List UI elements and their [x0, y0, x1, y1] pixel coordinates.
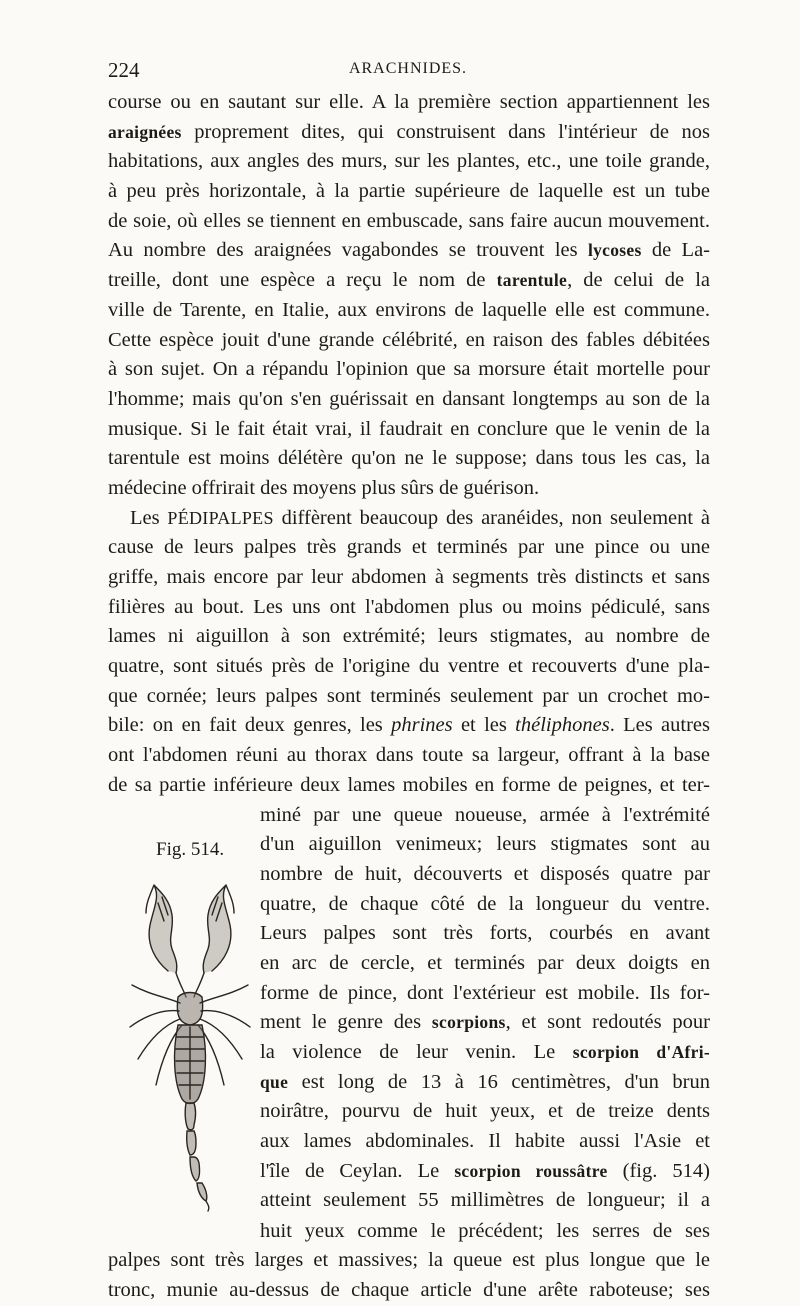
text-line: de sa partie inférieure deux lames mobiles en forme de peignes, et ter-	[108, 773, 710, 796]
term-tarentule: tarentule	[496, 270, 568, 291]
paragraph-1	[108, 88, 710, 504]
text-line: griffe, mais encore par leur abdomen à segments très distincts et sans	[108, 566, 710, 588]
text-line: Leurs palpes sont très forts, courbés en avant	[260, 922, 710, 945]
text-line: de soie, où elles se tiennent en embuscade, sans faire aucun mouvement.	[108, 209, 710, 232]
text-line: d'un aiguillon venimeux; leurs stigmates sont au	[260, 833, 710, 856]
text-line: filières au bout. Les uns ont l'abdomen plus ou moins pédiculé, sans	[108, 595, 710, 618]
text-line: médecine offrirait des moyens plus sûrs de guérison.	[108, 476, 540, 499]
text-line: bile: on en fait deux genres, les phrines et les théliphones. Les autres	[108, 714, 710, 737]
text-line: miné par une queue noueuse, armée à l'extrémité	[260, 803, 710, 826]
figure-label: Fig. 514.	[156, 838, 225, 860]
text-line: à peu près horizontale, à la partie supérieure de laquelle est un tube	[108, 180, 710, 203]
term-scorpion-afrique-end: que	[260, 1071, 289, 1092]
term-scorpion-roussatre: scorpion roussâtre	[454, 1160, 608, 1181]
text-line: ont l'abdomen réuni au thorax dans toute sa largeur, offrant à la base	[108, 744, 710, 767]
term-scorpions: scorpions	[431, 1012, 506, 1033]
text-line: treille, dont une espèce a reçu le nom de tarentule, de celui de la	[108, 269, 710, 292]
term-theliphones: théliphones	[515, 714, 610, 737]
text-line: ville de Tarente, en Italie, aux environs de laquelle elle est commune.	[108, 298, 710, 321]
wrapped-text	[260, 801, 710, 1217]
text-line: tronc, munie au-dessus de chaque article d'une arête raboteuse; ses	[108, 1278, 710, 1301]
page-number: 224	[108, 58, 140, 82]
term-araignees: araignées	[108, 121, 182, 142]
text-line: quatre, sont situés près de l'origine du ventre et recouverts d'une pla-	[108, 655, 710, 678]
text-line: aux lames abdominales. Il habite aussi l'Asie et	[260, 1130, 710, 1153]
text-line: que cornée; leurs palpes sont terminés seulement par un crochet mo-	[108, 684, 710, 707]
text-line: lames ni aiguillon à son extrémité; leurs stigmates, au nombre de	[108, 625, 710, 648]
term-pedipalpes: PÉDIPALPES	[167, 507, 274, 528]
text-line: l'homme; mais qu'on s'en guérissait en dansant longtemps au son de la	[108, 387, 710, 410]
text-line: noirâtre, pourvu de huit yeux, et de treize dents	[260, 1100, 710, 1123]
text-line: huit yeux comme le précédent; les serres de ses	[260, 1219, 710, 1242]
text-line: palpes sont très larges et massives; la queue est plus longue que le	[108, 1249, 710, 1272]
text-line: atteint seulement 55 millimètres de longueur; il a	[260, 1189, 710, 1212]
term-scorpion-afrique: scorpion d'Afri-	[572, 1042, 710, 1062]
figure-wrap	[108, 801, 710, 1217]
text-line: que est long de 13 à 16 centimètres, d'un brun	[260, 1070, 710, 1093]
term-lycoses: lycoses	[587, 240, 642, 261]
text-line: Les PÉDIPALPES diffèrent beaucoup des aranéides, non seulement à	[130, 506, 710, 529]
text-line: forme de pince, dont l'extérieur est mobile. Ils for-	[260, 981, 710, 1004]
text-line: à son sujet. On a répandu l'opinion que sa morsure était mortelle pour	[108, 358, 710, 381]
running-head: ARACHNIDES.	[348, 60, 468, 77]
term-phrines: phrines	[391, 714, 453, 737]
text-line: tarentule est moins délétère qu'on ne le suppose; dans tous les cas, la	[108, 447, 710, 470]
text-line: en arc de cercle, et terminés par deux doigts en	[260, 951, 710, 974]
paragraph-2	[108, 504, 710, 1306]
body-text	[108, 88, 710, 1306]
text-line: nombre de huit, découverts et disposés quatre par	[260, 862, 710, 885]
text-line: cause de leurs palpes très grands et terminés par une pince ou une	[108, 536, 710, 559]
scorpion-illustration	[116, 863, 264, 1213]
page-header	[108, 58, 708, 84]
text-line: l'île de Ceylan. Le scorpion roussâtre (fig. 514)	[260, 1159, 710, 1182]
text-line: Au nombre des araignées vagabondes se trouvent les lycoses de La-	[108, 239, 710, 262]
text-line: araignées proprement dites, qui construisent dans l'intérieur de nos	[108, 120, 710, 143]
text-line: quatre, de chaque côté de la longueur du ventre.	[260, 892, 710, 915]
text-line: ment le genre des scorpions, et sont redoutés pour	[260, 1011, 710, 1034]
text-line: course ou en sautant sur elle. A la première section appartiennent les	[108, 91, 710, 113]
text-line: la violence de leur venin. Le scorpion d'Afri-	[260, 1041, 710, 1063]
text-line: Cette espèce jouit d'une grande célébrité, en raison des fables débitées	[108, 328, 710, 351]
text-line: habitations, aux angles des murs, sur les plantes, etc., une toile grande,	[108, 150, 710, 173]
text-line: musique. Si le fait était vrai, il faudrait en conclure que le venin de la	[108, 417, 710, 440]
